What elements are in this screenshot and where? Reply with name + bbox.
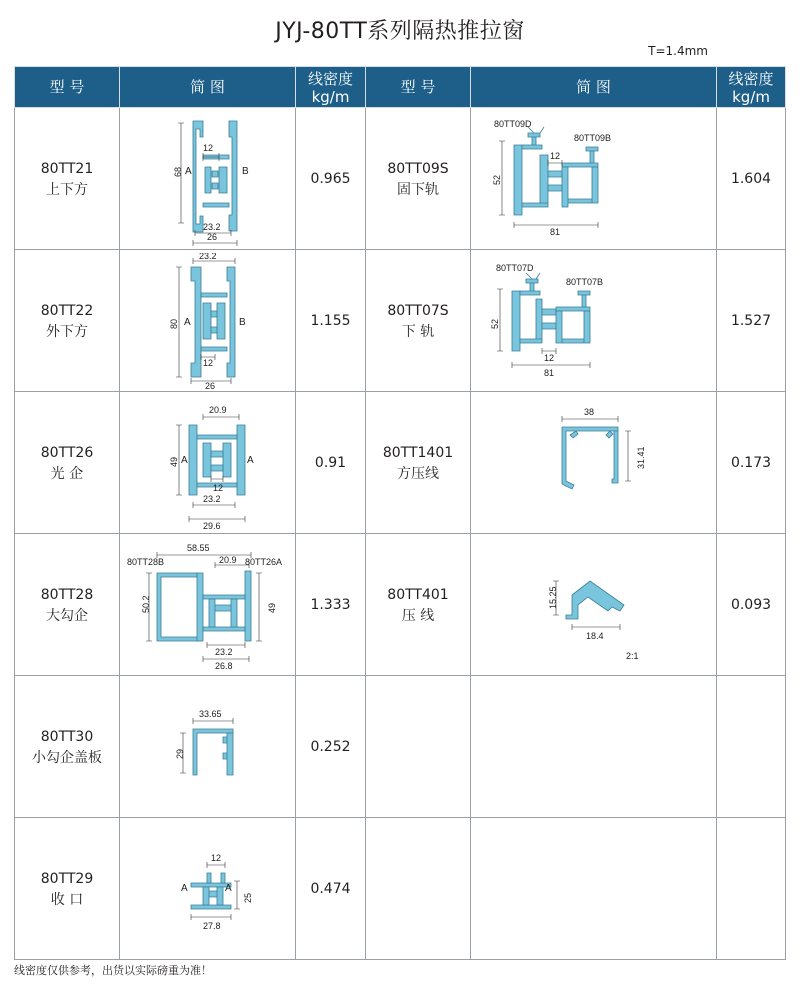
dim-label: 20.9 [218,554,237,565]
drawing-cell [120,392,296,534]
dim-label: 29.6 [202,520,221,531]
dim-label: 26 [204,380,215,389]
drawing-cell [120,676,296,818]
dim-label: 68 [172,166,183,177]
model-cell: 80TT22 外下方 [15,250,120,392]
header-row [15,67,786,108]
model-cell: 80TT09S 固下轨 [366,108,471,250]
dim-label: 12 [210,852,221,863]
density-cell: 0.173 [717,392,786,534]
footnote: 线密度仅供参考，出货以实际磅重为准！ [14,964,212,977]
profile-drawing-80tt30 [123,679,293,815]
empty-cell [366,818,471,960]
side-label: A [183,316,191,328]
dim-label: 29 [174,748,185,759]
dim-label: 12 [202,357,213,368]
side-label: A [246,454,254,466]
thickness-note: T=1.4mm [648,44,708,58]
dim-label: 80 [168,318,179,329]
density-cell: 0.965 [296,108,366,250]
dim-label: 12 [212,482,223,493]
header-density: 线密度 kg/m [296,67,366,108]
empty-cell [717,818,786,960]
drawing-cell [471,250,717,392]
dim-label: 15.25 [547,585,558,609]
dim-label: 25 [242,892,253,903]
dim-label: 31.41 [635,445,646,469]
profile-drawing-80tt401 [474,537,714,673]
header-drawing: 简 图 [471,67,717,108]
density-cell: 0.093 [717,534,786,676]
spec-table [14,66,786,960]
dim-label: 49 [266,602,277,613]
part-label: 80TT07B [565,276,603,287]
model-cell: 80TT1401 方压线 [366,392,471,534]
dim-label: 23.2 [198,252,217,261]
dim-label: 12 [202,142,213,153]
dim-label: 49 [168,456,179,467]
drawing-cell [471,392,717,534]
table-row [15,534,786,676]
empty-cell [366,676,471,818]
drawing-cell [120,250,296,392]
empty-cell [717,676,786,818]
profile-drawing-80tt22 [123,253,293,389]
density-cell: 0.91 [296,392,366,534]
dim-label: 23.2 [214,646,233,657]
side-label: A [224,882,232,894]
profile-drawing-80tt21 [123,111,293,247]
model-cell: 80TT07S 下 轨 [366,250,471,392]
side-label: A [180,882,188,894]
dim-label: 81 [549,226,560,237]
density-cell: 1.333 [296,534,366,676]
density-cell: 0.474 [296,818,366,960]
profile-drawing-80tt07s [474,253,714,389]
dim-label: 52 [489,318,500,329]
drawing-cell [120,108,296,250]
dim-label: 12 [543,352,554,363]
dim-label: 23.2 [202,221,221,232]
dim-label: 20.9 [208,404,227,415]
scale-label: 2:1 [625,650,639,661]
model-cell: 80TT26 光 企 [15,392,120,534]
dim-label: 26 [206,231,217,242]
dim-label: 58.55 [186,542,210,553]
part-label: 80TT09B [573,132,611,143]
dim-label: 23.2 [202,493,221,504]
part-label: 80TT07D [495,262,534,273]
profile-drawing-80tt1401 [474,395,714,531]
profile-drawing-80tt09s [474,111,714,247]
part-label: 80TT26A [244,556,282,567]
table-row [15,250,786,392]
part-label: 80TT09D [493,118,532,129]
side-label: B [238,316,246,328]
table-row [15,676,786,818]
model-cell: 80TT28 大勾企 [15,534,120,676]
dim-label: 12 [549,150,560,161]
table-row [15,108,786,250]
header-model: 型 号 [15,67,120,108]
header-model: 型 号 [366,67,471,108]
density-cell: 1.604 [717,108,786,250]
dim-label: 33.65 [198,708,222,719]
dim-label: 52 [491,174,502,185]
model-cell: 80TT30 小勾企盖板 [15,676,120,818]
drawing-cell [471,534,717,676]
profile-drawing-80tt26 [123,395,293,531]
drawing-cell [120,818,296,960]
density-cell: 1.155 [296,250,366,392]
dim-label: 81 [543,367,554,378]
model-cell: 80TT21 上下方 [15,108,120,250]
side-label: A [184,165,192,177]
drawing-cell [471,108,717,250]
drawing-cell [120,534,296,676]
dim-label: 26.8 [214,660,233,671]
model-cell: 80TT401 压 线 [366,534,471,676]
density-cell: 1.527 [717,250,786,392]
header-density: 线密度 kg/m [717,67,786,108]
model-cell: 80TT29 收 口 [15,818,120,960]
empty-cell [471,676,717,818]
density-cell: 0.252 [296,676,366,818]
page-title: JYJ-80TT系列隔热推拉窗 [275,19,525,44]
dim-label: 27.8 [202,920,221,931]
table-row [15,392,786,534]
dim-label: 18.4 [585,630,604,641]
empty-cell [471,818,717,960]
profile-drawing-80tt28 [123,537,293,673]
header-drawing: 简 图 [120,67,296,108]
dim-label: 50.2 [140,594,151,613]
side-label: B [241,165,249,177]
side-label: A [180,454,188,466]
dim-label: 38 [583,406,594,417]
table-row [15,818,786,960]
profile-drawing-80tt29 [123,821,293,957]
part-label: 80TT28B [126,556,164,567]
